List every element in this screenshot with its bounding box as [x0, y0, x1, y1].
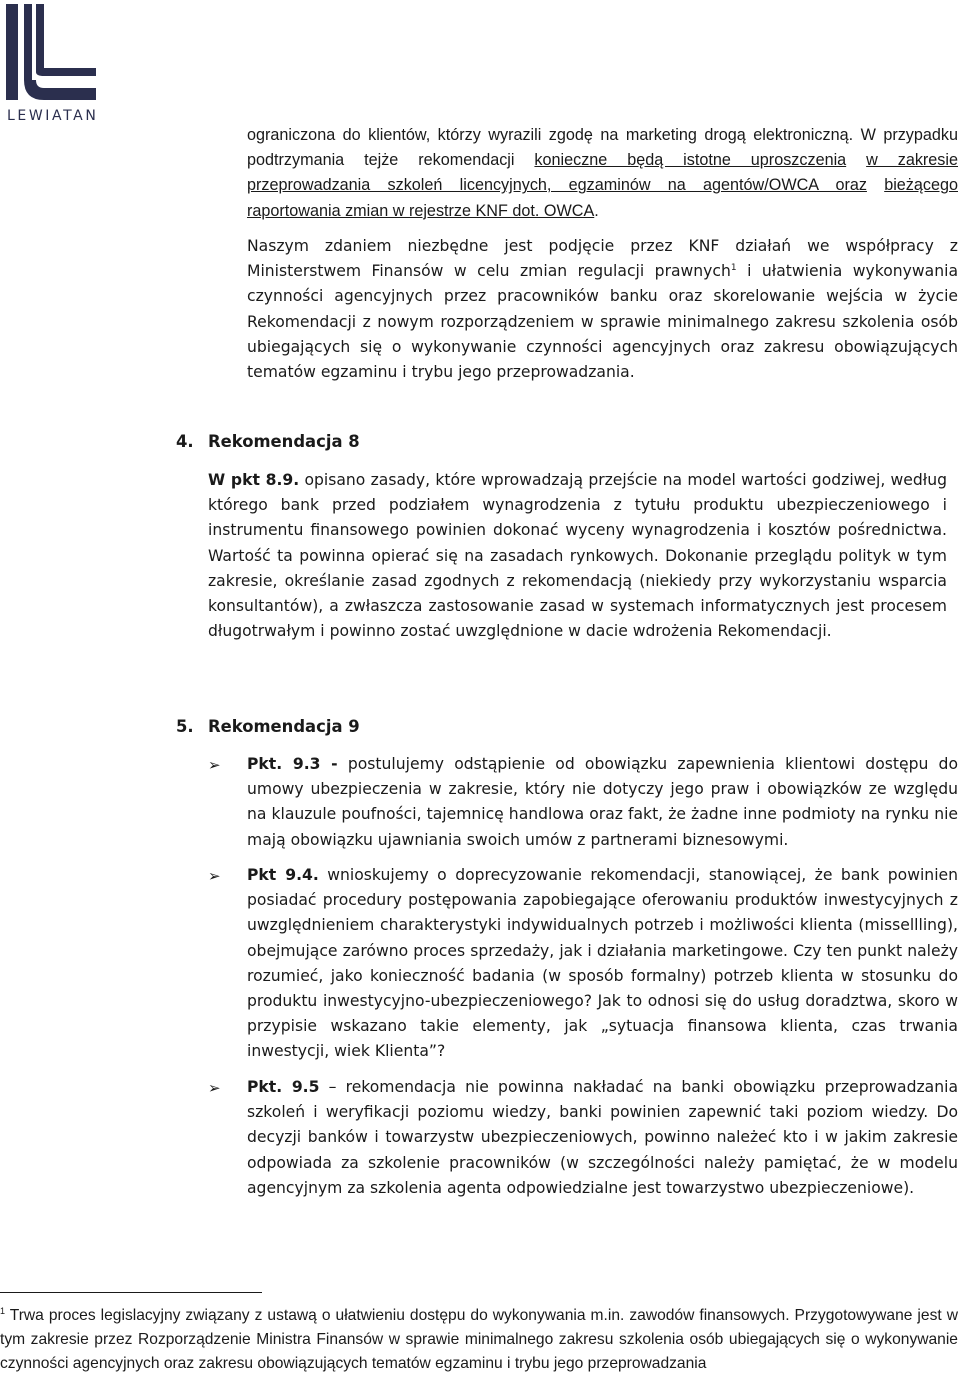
para2-text-a: Naszym zdaniem niezbędne jest podjęcie przez KNF działań we współpracy z Ministerstwem Finansów w celu zmian regulacji prawnych — [247, 237, 958, 281]
paragraph-knf-cooperation — [247, 234, 958, 385]
section-4-number: 4. — [176, 432, 194, 451]
section-4-heading — [176, 432, 360, 451]
para1-line4-end: . — [594, 201, 599, 220]
lewiatan-logo — [6, 4, 98, 104]
item-lead: Pkt. 9.5 — [247, 1078, 320, 1096]
list-item — [247, 863, 958, 1065]
section-5-heading — [176, 717, 360, 736]
item-text: postulujemy odstąpienie od obowiązku zapewnienia klientowi dostępu do umowy ubezpieczenia w zakresie, który nie dotyczy jego praw i obowiązków ze względu na klauzule poufności, tajemnicę handlowa oraz fakt, że żadne inne podmioty na rynku nie mają obowiązku ujawniania swoich umów z partnerami biznesowymi. — [247, 755, 958, 849]
section-5-title: Rekomendacja 9 — [208, 717, 360, 736]
arrow-bullet-icon: ➢ — [208, 756, 221, 774]
list-item — [247, 1075, 958, 1201]
footnote-separator — [0, 1292, 262, 1293]
lewiatan-logo-mark — [6, 4, 98, 104]
section-4-text: opisano zasady, które wprowadzają przejście na model wartości godziwej, według którego bank przed podziałem wynagrodzenia z tytułu produktu ubezpieczeniowego i instrumentu finansowego powinien dokonać wyceny wynagrodzenia i kosztów pośrednictwa. Wartość ta powinna opierać się na zasadach rynkowych. Dokonanie przeglądu polityk w tym zakresie, określanie zasad zgodnych z rekomendacją (niekiedy przy wykorzystaniu wsparcia konsultantów), a zwłaszcza zastosowanie zasad w systemach informatycznych jest procesem długotrwałym i powinno zostać uwzględnione w dacie wdrożenia Rekomendacji. — [208, 471, 947, 641]
section-4-paragraph — [208, 468, 947, 644]
para1-line3-underlined: w zakresie przeprowadzania szkoleń licencyjnych, egzaminów na agentów/OWCA oraz — [247, 151, 959, 195]
footnote-ref[interactable]: 1 — [730, 263, 737, 274]
paragraph-owca — [247, 123, 958, 224]
footnote — [0, 1304, 958, 1376]
item-text: wnioskujemy o doprecyzowanie rekomendacji, stanowiącej, że bank powinien posiadać procedury postępowania zapobiegające oferowaniu produktów inwestycyjnych z uwzględnieniem charakterystyki indywidualnych potrzeb i możliwości klienta (missellling), obejmujące zarówno proces sprzedaży, jak i działania marketingowe. Czy ten punkt należy rozumieć, jako konieczność badania (w sposób formalny) potrzeb klienta w stosunku do produktu inwestycyjno-ubezpieczeniowego? Jak to odnosi się do usług doradztwa, skoro w przypisie wskazano takie elementy, jak „sytuacja finansowa klienta, czas trwania inwestycji, wiek Klienta”? — [247, 866, 958, 1061]
para1-line4-underlined: bieżącego raportowania zmian w rejestrze KNF dot. OWCA — [247, 176, 958, 220]
section-5-number: 5. — [176, 717, 194, 736]
list-item — [247, 752, 958, 853]
para2-text-b: i ułatwienia wykonywania czynności agencyjnych przez pracowników banku oraz skorelowanie wejścia w życie Rekomendacji z nowym rozporządzeniem w sprawie minimalnego zakresu szkolenia osób ubiegających się o wykonywanie czynności agencyjnych oraz zakresu obowiązujących tematów egzaminu i trybu jego przeprowadzania. — [247, 262, 958, 382]
arrow-bullet-icon: ➢ — [208, 1079, 221, 1097]
logo-text: LEWIATAN — [7, 108, 99, 124]
arrow-bullet-icon: ➢ — [208, 867, 221, 885]
para1-line2-underlined: konieczne będą istotne uproszczenia — [534, 151, 847, 170]
section-4-lead: W pkt 8.9. — [208, 471, 300, 489]
item-lead: Pkt 9.4. — [247, 866, 319, 884]
footnote-marker: 1 — [0, 1305, 6, 1316]
para1-line1: ograniczona do klientów, którzy wyrazili zgodę na marketing drogą elektroniczną. — [247, 126, 854, 144]
item-lead: Pkt. 9.3 - — [247, 755, 338, 773]
section-4-title: Rekomendacja 8 — [208, 432, 360, 451]
item-text: – rekomendacja nie powinna nakładać na banki obowiązku przeprowadzania szkoleń i weryfikacji poziomu wiedzy, banki powinien zapewnić taki poziom wiedzy. Do decyzji banków i towarzystw ubezpieczeniowych, powinno należeć kto i w jakim zakresie odpowiada za szkolenie pracowników (w szczególności należy pamiętać, że w modelu agencyjnym za szkolenia agenta odpowiedzialne jest towarzystwo ubezpieczeniowe). — [247, 1078, 958, 1197]
footnote-text: Trwa proces legislacyjny związany z ustawą o ułatwieniu dostępu do wykonywania m.in. zawodów finansowych. Przygotowywane jest w tym zakresie przez Rozporządzenie Ministra Finansów w sprawie minimalnego zakresu szkolenia osób ubiegających się o wykonywanie czynności agencyjnych oraz zakresu obowiązujących tematów egzaminu i trybu jego przeprowadzania — [0, 1307, 958, 1372]
para1-line2a: W przypadku podtrzymania tejże rekomendacji — [247, 126, 958, 170]
